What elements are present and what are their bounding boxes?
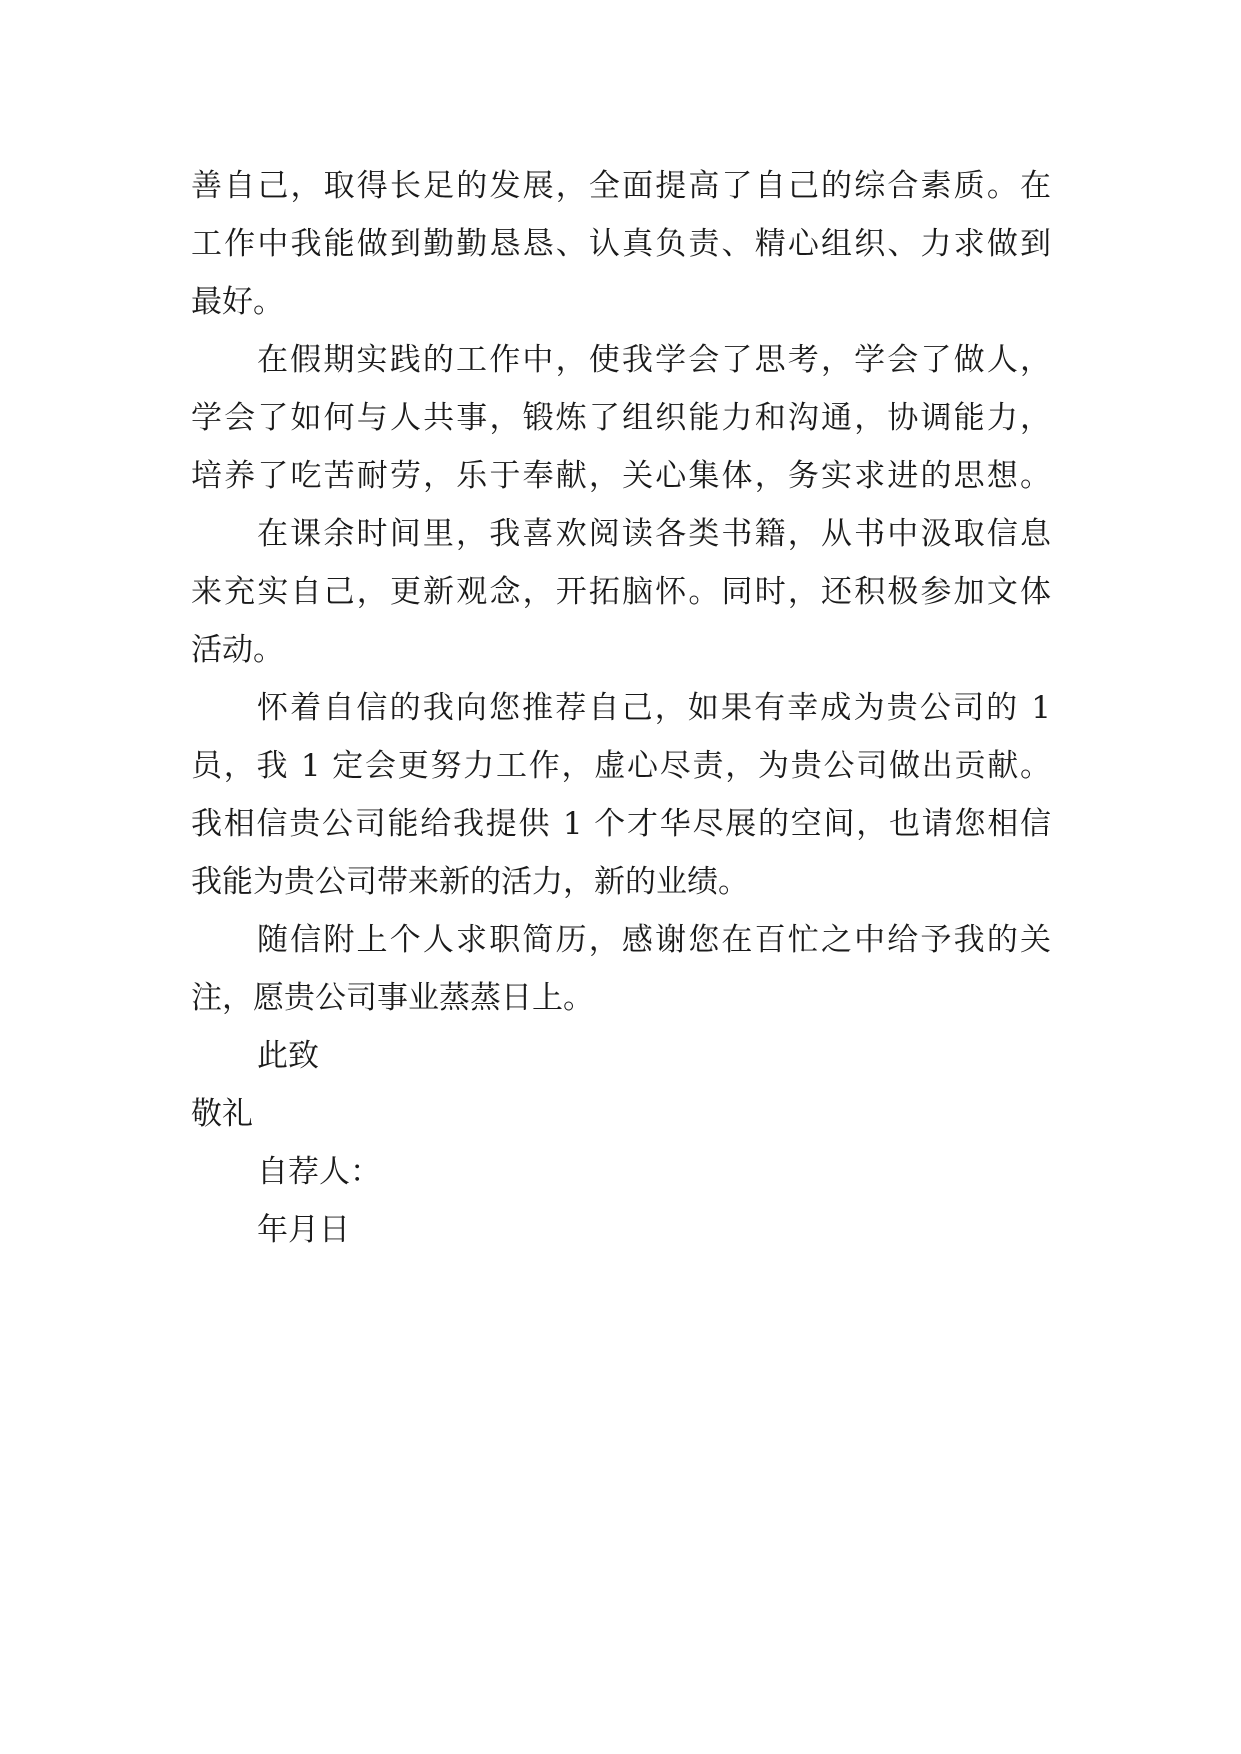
text-line: 活动。 xyxy=(191,632,284,668)
paragraph xyxy=(191,679,1071,911)
text-line: 工作中我能做到勤勤恳恳、认真负责、精心组织、力求做到 xyxy=(191,226,1051,262)
closing-respect: 敬礼 xyxy=(191,1096,253,1132)
text-line: 在假期实践的工作中，使我学会了思考，学会了做人， xyxy=(257,342,1051,378)
text-line: 在课余时间里，我喜欢阅读各类书籍，从书中汲取信息 xyxy=(257,516,1051,552)
letter-body xyxy=(191,157,1071,1259)
text-line: 员，我 1 定会更努力工作，虚心尽责，为贵公司做出贡献。 xyxy=(191,748,1051,784)
text-line: 注，愿贵公司事业蒸蒸日上。 xyxy=(191,980,594,1016)
paragraph xyxy=(191,911,1071,1027)
text-line: 怀着自信的我向您推荐自己，如果有幸成为贵公司的 1 xyxy=(257,690,1051,726)
text-line: 善自己，取得长足的发展，全面提高了自己的综合素质。在 xyxy=(191,168,1051,204)
text-line: 我相信贵公司能给我提供 1 个才华尽展的空间，也请您相信 xyxy=(191,806,1051,842)
closing-salutation: 此致 xyxy=(257,1038,319,1074)
paragraph xyxy=(191,157,1071,331)
date-label: 年月日 xyxy=(257,1212,350,1248)
text-line: 我能为贵公司带来新的活力，新的业绩。 xyxy=(191,864,749,900)
paragraph xyxy=(191,331,1071,505)
text-line: 来充实自己，更新观念，开拓脑怀。同时，还积极参加文体 xyxy=(191,574,1051,610)
text-line: 随信附上个人求职简历，感谢您在百忙之中给予我的关 xyxy=(257,922,1051,958)
text-line: 学会了如何与人共事，锻炼了组织能力和沟通，协调能力， xyxy=(191,400,1051,436)
text-line: 最好。 xyxy=(191,284,284,320)
text-line: 培养了吃苦耐劳，乐于奉献，关心集体，务实求进的思想。 xyxy=(191,458,1051,494)
paragraph xyxy=(191,505,1071,679)
signer-label: 自荐人： xyxy=(257,1154,381,1190)
